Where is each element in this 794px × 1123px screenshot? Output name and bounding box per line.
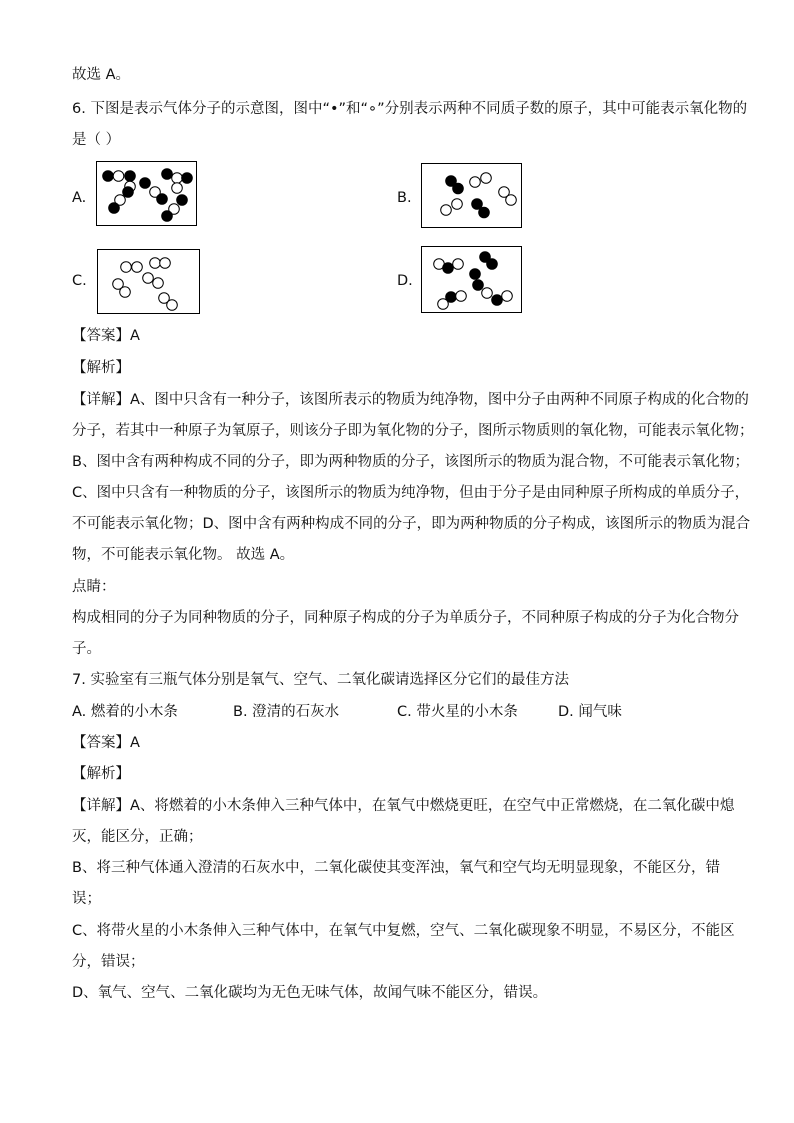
q6-detail-line-1: 【详解】A、图中只含有一种分子，该图所表示的物质为纯净物，图中分子由两种不同原子构成的化合物的 [72, 392, 749, 408]
q6-option-d-diagram [421, 246, 522, 313]
q6-detail-line-2: 分子，若其中一种原子为氧原子，则该分子即为氧化物的分子，图所示物质则的氧化物，可能表示氧化物； [72, 423, 754, 439]
q7-detail-line-1: 【详解】A、将燃着的小木条伸入三种气体中，在氧气中燃烧更旺，在空气中正常燃烧，在二氧化碳中熄 [72, 798, 735, 814]
q6-option-b-label: B. [397, 190, 412, 206]
q7-detail-line-2: 灭，能区分，正确； [72, 829, 203, 845]
molecule-diagram-b [422, 164, 521, 227]
q6-detail-line-6: 物，不可能表示氧化物。 故选 A。 [72, 547, 295, 563]
q6-stem-line-2: 是（ ） [72, 132, 121, 148]
q7-option-b: B. 澄清的石灰水 [233, 704, 340, 720]
q7-option-c: C. 带火星的小木条 [397, 704, 518, 720]
q7-option-a: A. 燃着的小木条 [72, 704, 178, 720]
q7-analysis-heading: 【解析】 [72, 766, 130, 782]
q6-option-c-diagram [97, 249, 200, 314]
q7-option-d: D. 闻气味 [558, 704, 622, 720]
q6-option-a-label: A. [72, 190, 87, 206]
q6-detail-line-4: C、图中只含有一种物质的分子，该图所示的物质为纯净物，但由于分子是由同种原子所构成的单质分子， [72, 485, 750, 501]
q7-detail-line-5: C、将带火星的小木条伸入三种气体中，在氧气中复燃，空气、二氧化碳现象不明显，不易区分，不能区 [72, 923, 735, 939]
q6-option-d-label: D. [397, 273, 413, 289]
q6-point-line-1: 构成相同的分子为同种物质的分子，同种原子构成的分子为单质分子，不同种原子构成的分子为化合物分 [72, 610, 739, 626]
molecule-diagram-a [97, 162, 196, 225]
q6-option-c-label: C. [72, 273, 87, 289]
q6-option-b-diagram [421, 163, 522, 228]
q7-detail-line-4: 误； [72, 891, 101, 907]
q7-stem: 7. 实验室有三瓶气体分别是氧气、空气、二氧化碳请选择区分它们的最佳方法 [72, 672, 569, 688]
molecule-diagram-c [98, 250, 199, 313]
q6-stem-line-1: 6. 下图是表示气体分子的示意图，图中“•”和“∘”分别表示两种不同质子数的原子，其中可能表示氧化物的 [72, 101, 748, 117]
q7-detail-line-7: D、氧气、空气、二氧化碳均为无色无味气体，故闻气味不能区分，错误。 [72, 985, 548, 1001]
q7-answer: 【答案】A [72, 735, 140, 751]
q6-detail-line-5: 不可能表示氧化物；D、图中含有两种构成不同的分子，即为两种物质的分子构成，该图所示的物质为混合 [72, 516, 751, 532]
q7-detail-line-6: 分，错误； [72, 954, 145, 970]
molecule-diagram-d [422, 247, 521, 312]
q6-point-heading: 点睛： [72, 579, 116, 595]
q7-detail-line-3: B、将三种气体通入澄清的石灰水中，二氧化碳使其变浑浊，氧气和空气均无明显现象，不能区分，错 [72, 860, 720, 876]
q6-analysis-heading: 【解析】 [72, 360, 130, 376]
q6-detail-line-3: B、图中含有两种构成不同的分子，即为两种物质的分子，该图所示的物质为混合物，不可能表示氧化物； [72, 454, 749, 470]
q6-point-line-2: 子。 [72, 641, 101, 657]
previous-answer: 故选 A。 [72, 67, 131, 83]
q6-answer: 【答案】A [72, 328, 140, 344]
q6-option-a-diagram [96, 161, 197, 226]
